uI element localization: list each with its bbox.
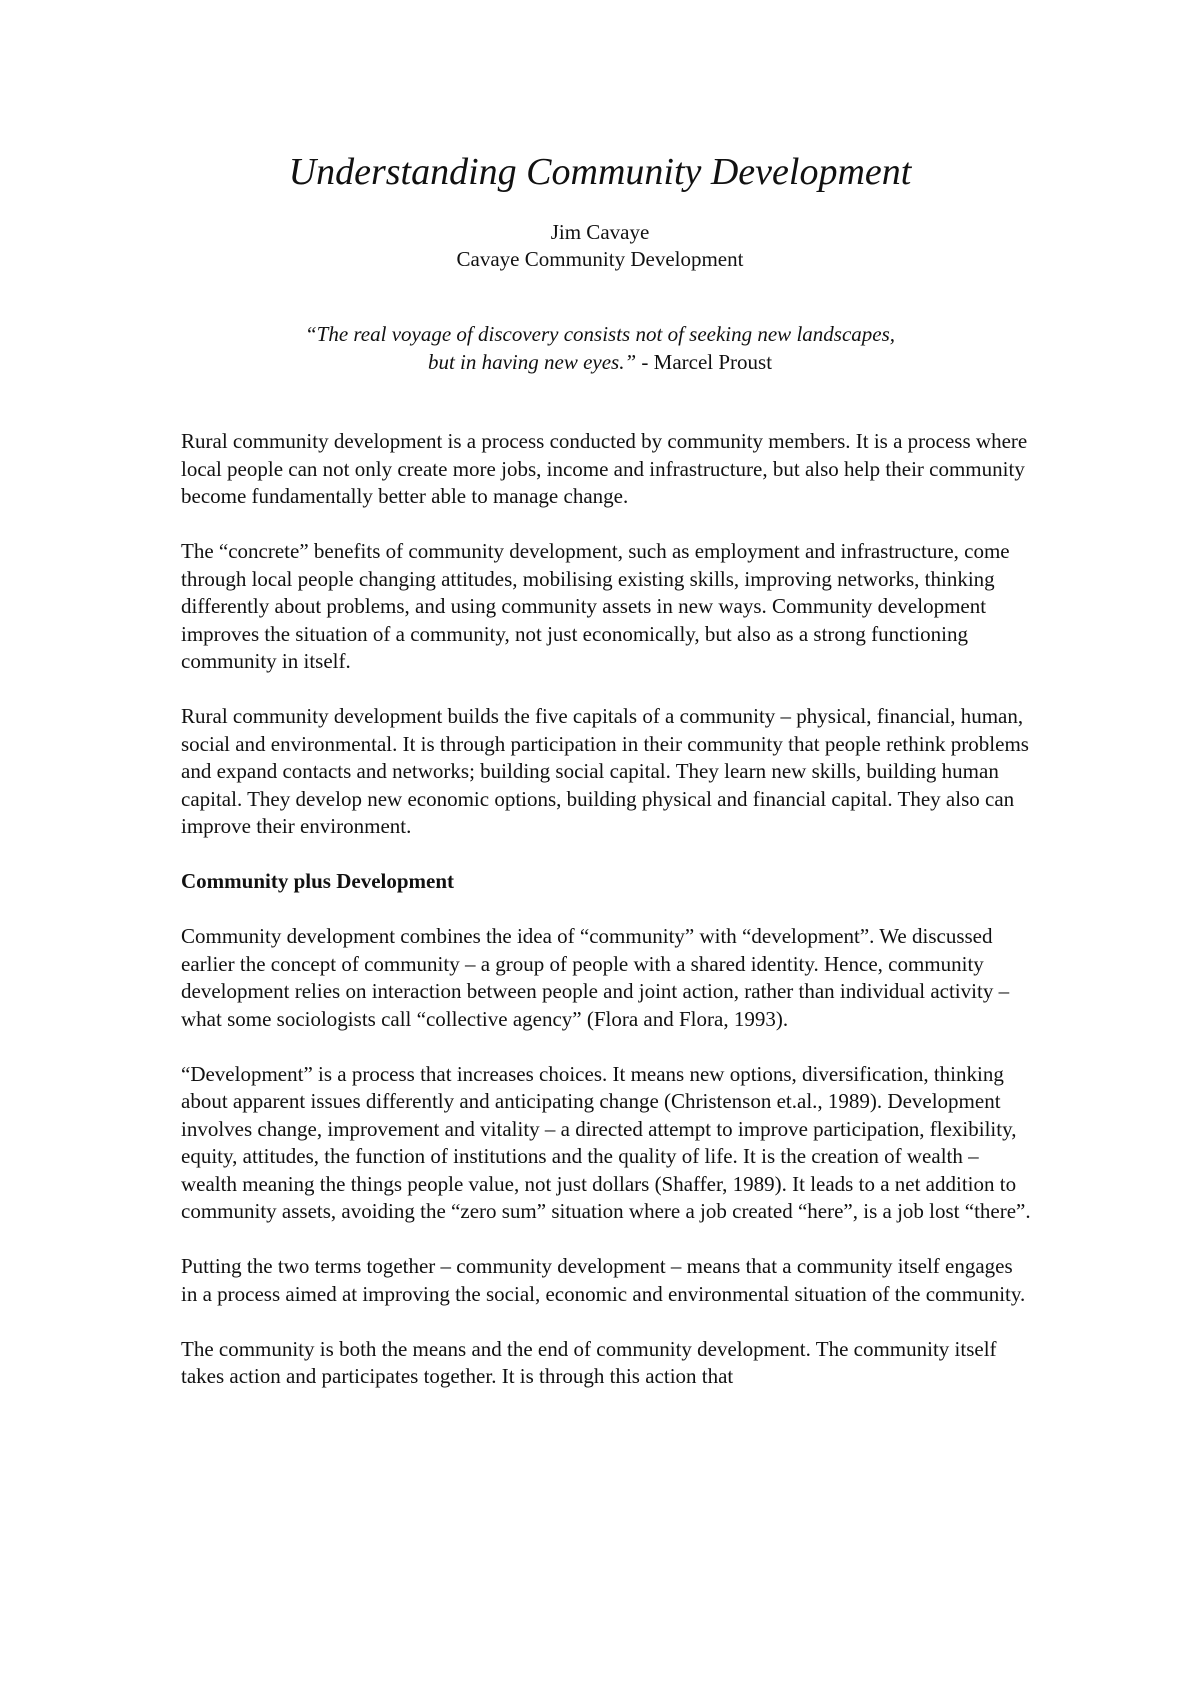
epigraph-quote [0,320,1200,376]
paragraph: The “concrete” benefits of community development, such as employment and infrastructure, come through local people changing attitudes, mobilising existing skills, improving networks, thinking differently about problems, and using community assets in new ways. Community development improves the situation of a community, not just economically, but also as a strong functioning community in itself. [181,539,1010,673]
document-title: Understanding Community Development [288,151,912,193]
paragraph: Rural community development is a process conducted by community members. It is a process where local people can not only create more jobs, income and infrastructure, but also help their community become fundamentally better able to manage change. [181,429,1028,508]
document-body [181,428,1031,1418]
paragraph: The community is both the means and the end of community development. The community itself takes action and participates together. It is through this action that [181,1336,997,1388]
section-heading: Community plus Development [181,869,455,893]
quote-line-2: but in having new eyes.” - Marcel Proust [427,350,773,374]
paragraph: Putting the two terms together – community development – means that a community itself engages in a process aimed at improving the social, economic and environmental situation of the community. [181,1254,1026,1306]
author-block [0,219,1200,273]
paragraph: “Development” is a process that increases choices. It means new options, diversification, thinking about apparent issues differently and anticipating change (Christenson et.al., 1989). Development involves change, improvement and vitality – a directed attempt to improve participation, flexibility, equity, attitudes, the function of institutions and the quality of life. It is the creation of wealth – wealth meaning the things people value, not just dollars (Shaffer, 1989). It leads to a net addition to community assets, avoiding the “zero sum” situation where a job created “here”, is a job lost “there”. [181,1061,1031,1223]
paragraph: Community development combines the idea of “community” with “development”. We discussed earlier the concept of community – a group of people with a shared identity. Hence, community development relies on interaction between people and joint action, rather than individual activity – what some sociologists call “collective agency” (Flora and Flora, 1993). [181,924,1010,1031]
quote-line-1: “The real voyage of discovery consists not of seeking new landscapes, [304,322,896,346]
author-organization: Cavaye Community Development [456,247,744,271]
quote-attribution: - Marcel Proust [636,350,773,374]
author-name: Jim Cavaye [550,220,650,244]
paragraph: Rural community development builds the five capitals of a community – physical, financial, human, social and environmental. It is through participation in their community that people rethink problems and expand contacts and networks; building social capital. They learn new skills, building human capital. They develop new economic options, building physical and financial capital. They also can improve their environment. [181,704,1029,838]
